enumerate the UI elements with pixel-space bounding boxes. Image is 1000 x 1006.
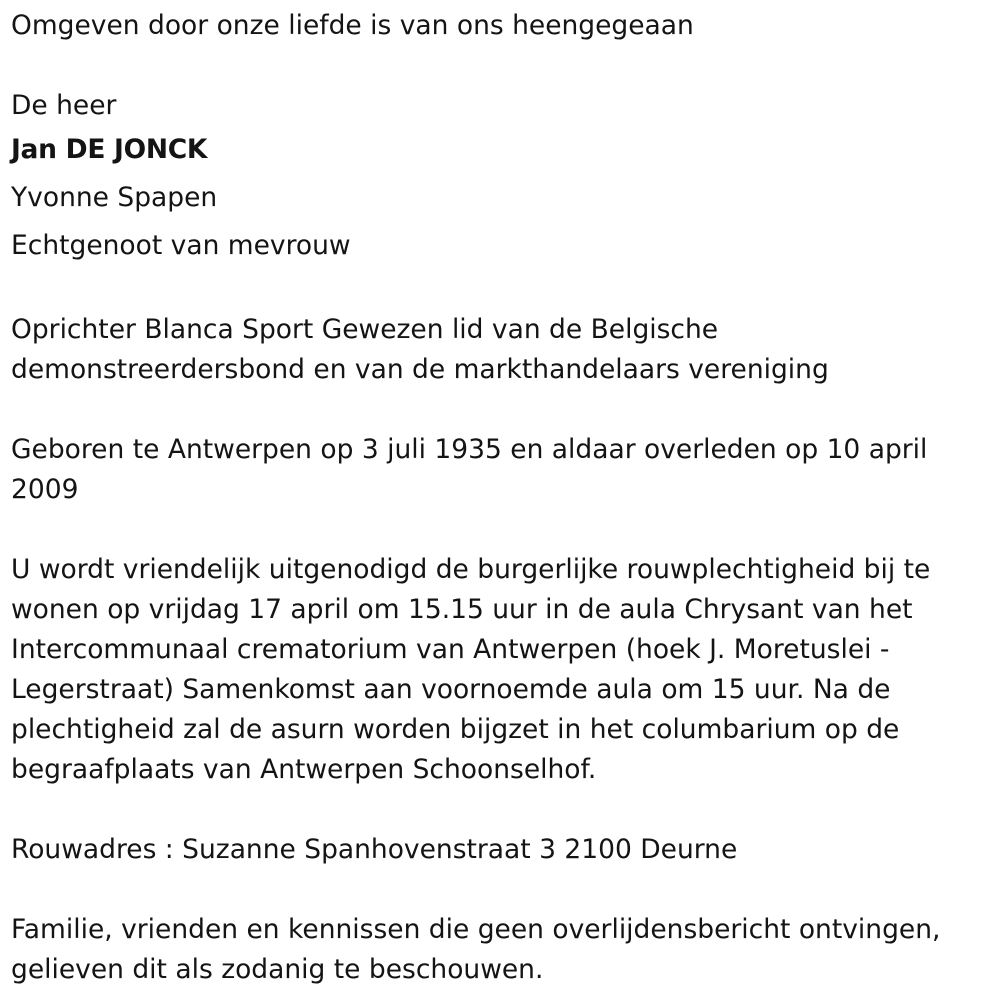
ceremony-text: U wordt vriendelijk uitgenodigd de burgerlijke rouwplechtigheid bij te wonen op vrijdag 17 april om 15.15 uur in de aula Chrysant van het Intercommunaal crematorium van Antwerpen (hoek J. Moretuslei - Legerstraat) Samenkomst aan voornoemde aula om 15 uur. Na de plechtigheid zal de asurn worden bijgzet in het columbarium op de begraafplaats van Antwerpen Schoonselhof. <box>11 554 931 785</box>
birth-death-text: Geboren te Antwerpen op 3 juli 1935 en aldaar overleden op 10 april 2009 <box>11 434 928 505</box>
spacer <box>11 790 991 830</box>
deceased-name: Jan DE JONCK <box>11 134 208 165</box>
occupation-text: Oprichter Blanca Sport Gewezen lid van de Belgische demonstreerdersbond en van de markthandelaars vereniging <box>11 314 829 385</box>
mourning-address: Rouwadres : Suzanne Spanhovenstraat 3 2100 Deurne <box>11 834 738 865</box>
intro-text: Omgeven door onze liefde is van ons heengegeaan <box>11 10 694 41</box>
spacer <box>11 46 991 86</box>
closing-text: Familie, vrienden en kennissen die geen overlijdensbericht ontvingen, gelieven dit als zodanig te beschouwen. <box>11 914 941 985</box>
spacer <box>11 870 991 910</box>
spouse-name: Yvonne Spapen <box>11 182 218 213</box>
salutation: De heer <box>11 90 117 121</box>
spacer <box>11 390 991 430</box>
obituary-notice <box>11 6 991 990</box>
spacer <box>11 510 991 550</box>
spacer <box>11 270 991 310</box>
spouse-relation: Echtgenoot van mevrouw <box>11 230 351 261</box>
